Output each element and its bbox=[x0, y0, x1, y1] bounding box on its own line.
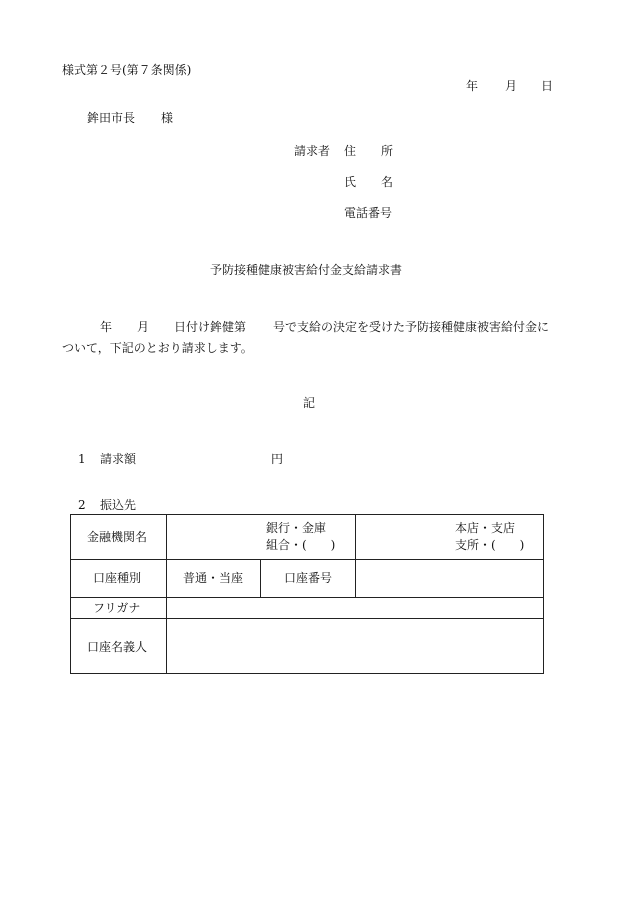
bank-type-options-line2: 組合・( ) bbox=[266, 538, 336, 552]
item2-number: 2 bbox=[78, 498, 86, 512]
item1-label: 請求額 bbox=[100, 452, 137, 466]
document-title: 予防接種健康被害給付金支給請求書 bbox=[210, 263, 403, 277]
table-row-divider bbox=[71, 618, 543, 619]
address-label-part1: 住 bbox=[344, 144, 357, 158]
item2-label: 振込先 bbox=[100, 498, 137, 512]
form-number: 様式第２号(第７条関係) bbox=[62, 63, 192, 77]
date-year-label: 年 bbox=[466, 79, 479, 93]
table-label-column-divider bbox=[166, 515, 167, 673]
date-day-label: 日 bbox=[541, 79, 554, 93]
table-row-divider bbox=[71, 597, 543, 598]
branch-type-options-line2: 支所・( ) bbox=[455, 538, 525, 552]
body-line1-date: 日付け鉾健第 bbox=[174, 320, 247, 334]
account-holder-label: 口座名義人 bbox=[87, 640, 148, 654]
furigana-label: フリガナ bbox=[93, 601, 141, 615]
item1-number: 1 bbox=[78, 452, 86, 466]
account-type-options: 普通・当座 bbox=[183, 571, 244, 585]
table-account-type-divider bbox=[260, 559, 261, 597]
body-line2: ついて，下記のとおり請求します。 bbox=[62, 341, 253, 355]
address-label-part2: 所 bbox=[381, 144, 394, 158]
body-line1-continuation: 号で支給の決定を受けた予防接種健康被害給付金に bbox=[273, 320, 550, 334]
date-month-label: 月 bbox=[505, 79, 518, 93]
bank-type-options-line1: 銀行・金庫 bbox=[266, 521, 327, 535]
item1-unit: 円 bbox=[271, 452, 284, 466]
claimant-label: 請求者 bbox=[294, 144, 331, 158]
name-label-part1: 氏 bbox=[344, 175, 357, 189]
ki-heading: 記 bbox=[303, 396, 316, 410]
addressee-mayor: 鉾田市長 bbox=[87, 111, 136, 125]
phone-label: 電話番号 bbox=[344, 206, 393, 220]
table-row-divider bbox=[71, 559, 543, 560]
account-number-label: 口座番号 bbox=[284, 571, 333, 585]
bank-transfer-table bbox=[70, 514, 544, 674]
body-month: 月 bbox=[137, 320, 150, 334]
account-type-label: 口座種別 bbox=[93, 571, 142, 585]
body-year: 年 bbox=[100, 320, 113, 334]
table-bank-branch-divider bbox=[355, 515, 356, 559]
name-label-part2: 名 bbox=[381, 175, 394, 189]
table-account-number-divider bbox=[355, 559, 356, 597]
addressee-honorific: 様 bbox=[161, 111, 174, 125]
branch-type-options-line1: 本店・支店 bbox=[455, 521, 516, 535]
institution-label: 金融機関名 bbox=[87, 530, 148, 544]
